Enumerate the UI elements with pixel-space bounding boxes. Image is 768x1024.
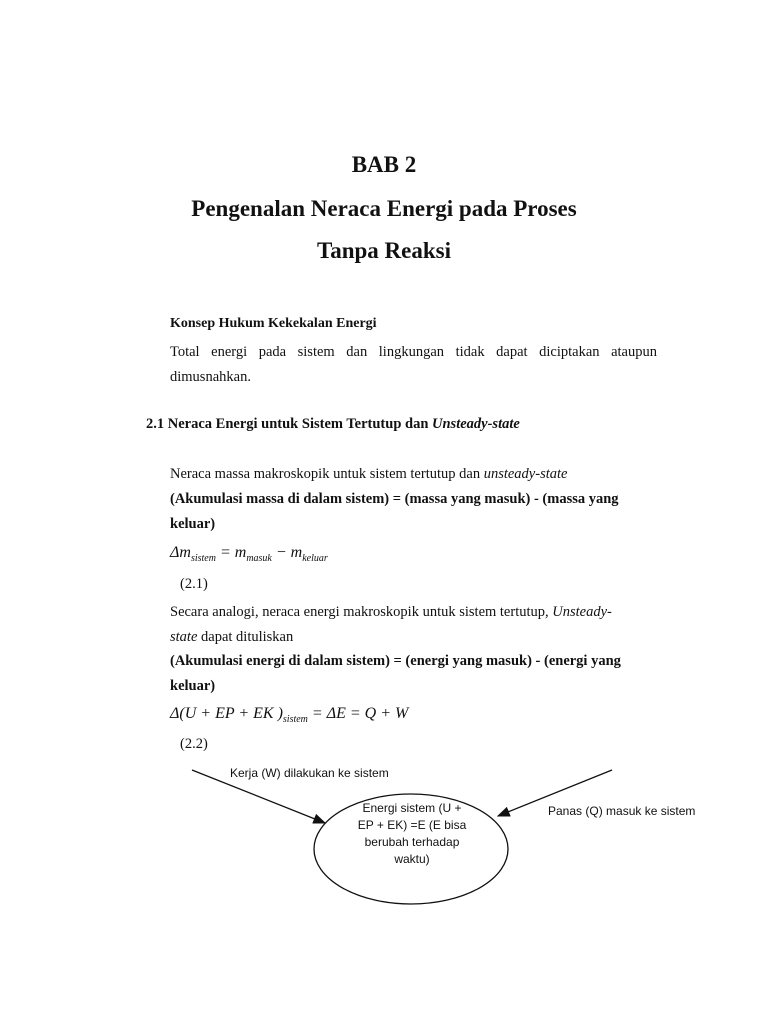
energy-balance-intro: Secara analogi, neraca energi makroskopik untuk sistem tertutup, Unsteady- state dapat dituliskan <box>170 604 612 645</box>
mass-balance-intro: Neraca massa makroskopik untuk sistem tertutup dan unsteady-state <box>170 466 568 482</box>
chapter-title-line1: Pengenalan Neraca Energi pada Proses <box>191 196 577 221</box>
mass-balance-statement-line2: keluar) <box>170 516 216 532</box>
chapter-title-line2: Tanpa Reaksi <box>316 238 451 263</box>
mass-balance-statement-line1: (Akumulasi massa di dalam sistem) = (massa yang masuk) - (massa yang <box>170 491 619 507</box>
work-label: Kerja (W) dilakukan ke sistem <box>230 766 389 780</box>
chapter-number: BAB 2 <box>351 152 417 177</box>
concept-paragraph: Total energi pada sistem dan lingkungan tidak dapat diciptakan ataupun dimusnahkan. <box>170 344 657 385</box>
energy-balance-statement-line1: (Akumulasi energi di dalam sistem) = (energi yang masuk) - (energi yang <box>170 653 621 669</box>
equation-2-2: Δ(U + EP + EK )$_{sistem} = \Delta E = Q + W$ <box>170 705 409 726</box>
equation-2-1: $\Delta m_{sistem} = m_{masuk} - m_{keluar}$ <box>170 544 328 565</box>
equation-number-2-1: (2.1) <box>180 576 208 592</box>
concept-heading: Konsep Hukum Kekekalan Energi <box>170 316 377 331</box>
heat-label: Panas (Q) masuk ke sistem <box>548 804 696 818</box>
section-2-1-heading: 2.1 Neraca Energi untuk Sistem Tertutup dan Unsteady-state <box>146 416 520 432</box>
system-energy-text: Energi sistem (U + EP + EK) =E (E bisa berubah terhadap waktu) <box>357 801 467 866</box>
energy-balance-statement-line2: keluar) <box>170 678 216 694</box>
equation-number-2-2: (2.2) <box>180 736 208 752</box>
